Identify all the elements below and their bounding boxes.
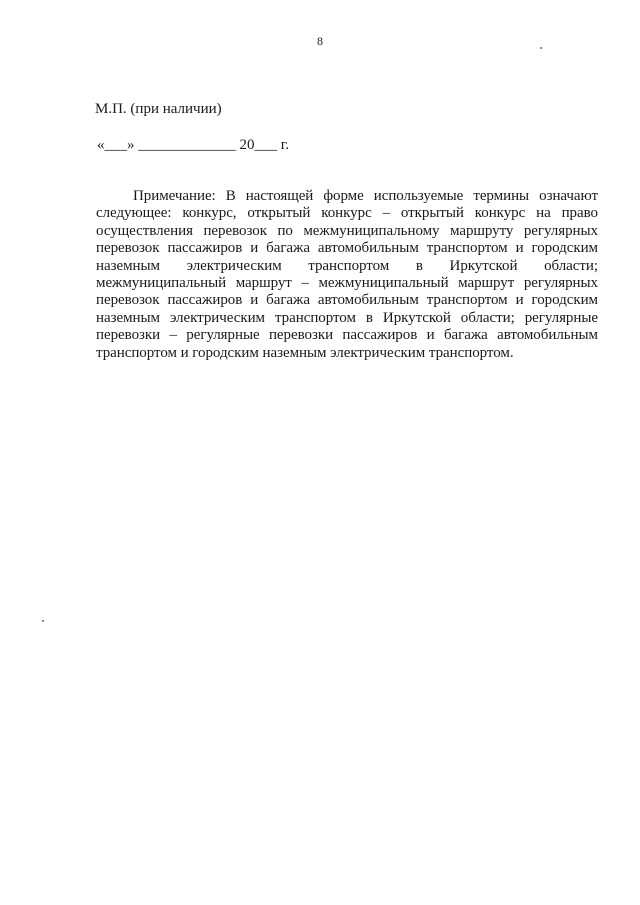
date-line: «___» _____________ 20___ г. — [97, 137, 289, 153]
seal-label: М.П. (при наличии) — [95, 101, 222, 117]
note-paragraph: Примечание: В настоящей форме используемые термины означают следующее: конкурс, открытый конкурс – открытый конкурс на право осуществления перевозок по межмуниципальному маршруту регулярных перевозок пассажиров и багажа автомобильным транспортом и городским наземным электрическим транспортом в Иркутской области; межмуниципальный маршрут – межмуниципальный маршрут регулярных перевозок пассажиров и багажа автомобильным транспортом и городским наземным электрическим транспортом в Иркутской области; регулярные перевозки – регулярные перевозки пассажиров и багажа автомобильным транспортом и городским наземным электрическим транспортом. — [96, 188, 598, 361]
scan-speck — [42, 620, 44, 622]
scan-speck — [540, 47, 542, 49]
page-number: 8 — [317, 34, 323, 48]
